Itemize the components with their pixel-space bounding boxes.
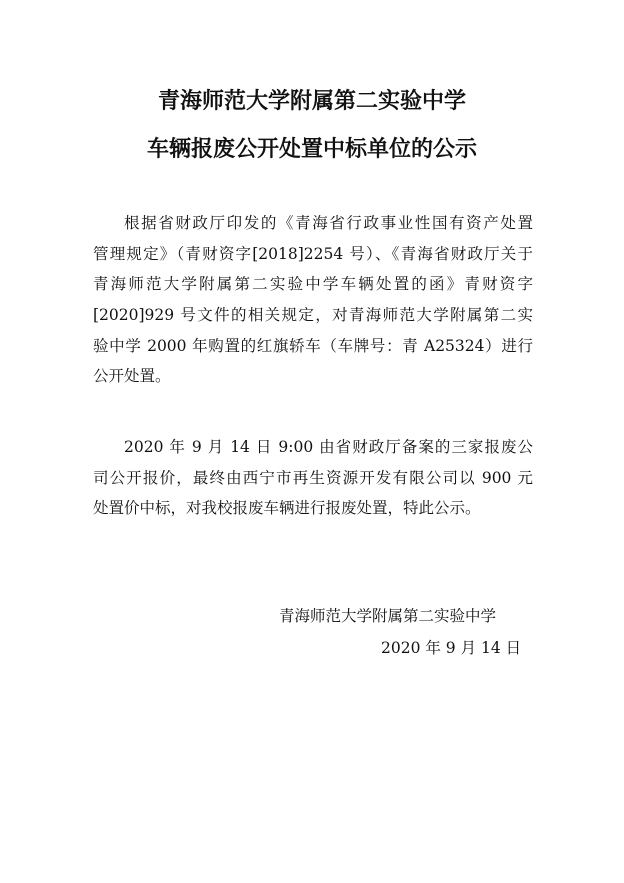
paragraph-2-line: 司公开报价，最终由西宁市再生资源开发有限公司以 900 元 — [93, 468, 533, 487]
paragraph-1-line: 青海师范大学附属第二实验中学车辆处置的函》青财资字 — [93, 275, 533, 294]
document-title-line1: 青海师范大学附属第二实验中学 — [157, 88, 466, 114]
paragraph-1-line: 根据省财政厅印发的《青海省行政事业性国有资产处置 — [124, 214, 533, 232]
paragraph-1-line: 管理规定》（青财资字[2018]2254 号）、《青海省财政厅关于 — [93, 244, 533, 263]
signature-organization: 青海师范大学附属第二实验中学 — [279, 607, 497, 625]
paragraph-2-line: 处置价中标，对我校报废车辆进行报废处置，特此公示。 — [93, 499, 481, 518]
signature-date: 2020 年 9 月 14 日 — [381, 639, 522, 657]
paragraph-2 — [93, 432, 533, 524]
document-title-line2: 车辆报废公开处置中标单位的公示 — [146, 136, 477, 162]
paragraph-1-line: 公开处置。 — [93, 367, 171, 386]
paragraph-2-line: 2020 年 9 月 14 日 9:00 由省财政厅备案的三家报废公 — [124, 438, 533, 456]
paragraph-1 — [93, 208, 533, 392]
paragraph-1-line: [2020]929 号文件的相关规定，对青海师范大学附属第二实 — [93, 306, 533, 325]
paragraph-1-line: 验中学 2000 年购置的红旗轿车（车牌号：青 A25324）进行 — [93, 336, 533, 355]
